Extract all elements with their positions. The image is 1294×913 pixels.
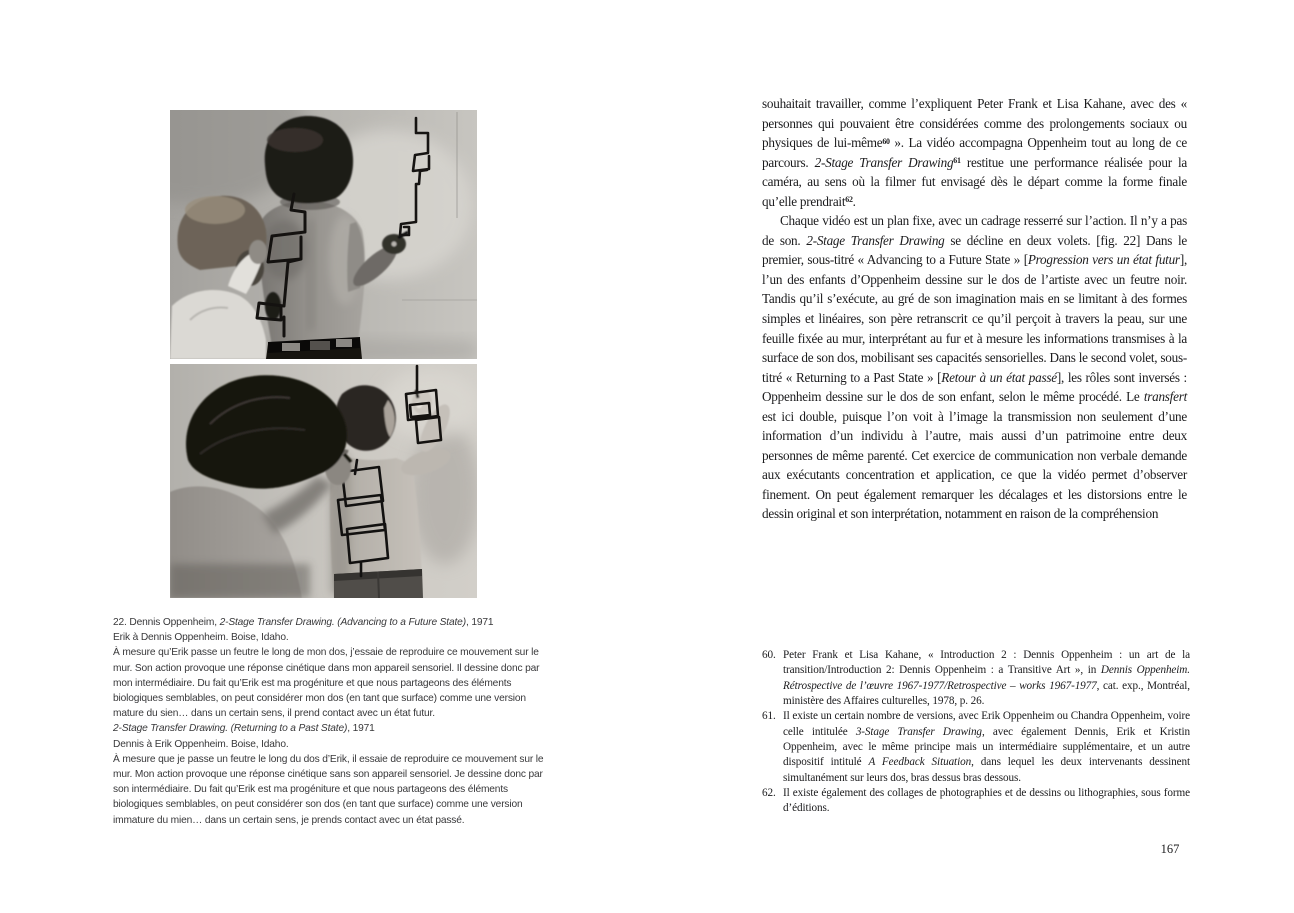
caption-block: 2-Stage Transfer Drawing. (Returning to a Past State), 1971 (113, 723, 375, 735)
footnote-text: Il existe un certain nombre de versions, avec Erik Oppenheim ou Chandra Oppenheim, voire celle intitulée 3-Stage Transfer Drawing, avec également Dennis, Erik et Kristin Oppenheim, avec le même principe mais un intermédiaire supplémentaire, et un autre dispositif intitulé A Feedback Situation, dans lequel les deux intervenants dessinent simultanément sur leurs dos, bras dessus bras dessous. (783, 710, 1191, 784)
body-text-column (762, 94, 1187, 524)
photo-returning-to-a-past-state (170, 364, 477, 598)
footnote (762, 786, 1190, 817)
photo-advancing-to-a-future-state (170, 110, 477, 359)
footnotes-block (762, 648, 1190, 817)
footnote-text: Peter Frank et Lisa Kahane, « Introduction 2 : Dennis Oppenheim : un art de la transition/Introduction 2: Dennis Oppenheim : a Transitive Art », in Dennis Oppenheim. Rétrospective de l’œuvre 1967-1977/Retrospective – works 1967-1977, cat. exp., Montréal, ministère des Affaires culturelles, 1978, p. 26. (783, 649, 1190, 708)
body-paragraph-1: souhaitait travailler, comme l’expliquent Peter Frank et Lisa Kahane, avec des « personnes qui pouvaient être considérées comme des prolongements sociaux ou physiques de lui-même$^{60}$ ». La vidéo accompagna Oppenheim tout au long de ce parcours. 2-Stage Transfer Drawing$^{61}$ restitue une performance réalisée pour la caméra, au sens où la filmer fut envisagé dès le départ comme la forme finale qu’elle prendrait$^{62}$. (762, 96, 1188, 209)
page-number: 167 (1160, 842, 1180, 856)
footnote-text: Il existe également des collages de photographies et de dessins ou lithographies, sous forme d’éditions. (783, 787, 1190, 815)
figure-caption (113, 615, 549, 828)
caption-block: 22. Dennis Oppenheim, 2-Stage Transfer Drawing. (Advancing to a Future State), 1971 (113, 617, 494, 628)
caption-block: Dennis à Erik Oppenheim. Boise, Idaho. (113, 738, 289, 750)
footnote-number: 62. (762, 787, 776, 800)
footnote-number: 61. (762, 710, 776, 723)
caption-block: Erik à Dennis Oppenheim. Boise, Idaho. (113, 632, 289, 644)
footnote (762, 709, 1190, 786)
caption-block: À mesure qu’Erik passe un feutre le long de mon dos, j’essaie de reproduire ce mouvement sur le mur. Son action provoque une réponse cinétique dans mon appareil sensoriel. Il dessine donc par mon intermédiaire. Du fait qu’Erik est ma progéniture et que nous partageons des éléments biologiques semblables, on peut considérer mon dos (en tant que surface) comme une version mature du sien… dans un certain sens, il prend contact avec un état futur. (113, 647, 540, 720)
footnote (762, 648, 1190, 709)
body-paragraph-2: Chaque vidéo est un plan fixe, avec un cadrage resserré sur l’action. Il n’y a pas de son. 2-Stage Transfer Drawing se décline en deux volets. [fig. 22] Dans le premier, sous-titré « Advancing to a Future State » [Progression vers un état futur], l’un des enfants d’Oppenheim dessine sur le dos de l’artiste avec un feutre noir. Tandis qu’il s’exécute, au gré de son imagination mais en se limitant à des formes simples et linéaires, son père retranscrit ce qu’il perçoit à travers la peau, sur une feuille fixée au mur, interprétant au fur et à mesure les informations transmises à la surface de son dos, mobilisant ses capacités sensorielles. Dans le second volet, sous-titré « Returning to a Past State » [Retour à un état passé], les rôles sont inversés : Oppenheim dessine sur le dos de son enfant, selon le même procédé. Le transfert est ici double, puisque l’on voit à l’image la transmission non seulement d’une information d’un individu à l’autre, mais aussi d’un patrimoine entre deux personnes de même parenté. Cet exercice de communication non verbale demande aux exécutants concentration et application, ce que la vidéo permet d’observer finement. On peut également remarquer les décalages et les distorsions entre le dessin original et son interprétation, notamment en raison de la compréhension (762, 213, 1188, 522)
photo1-adult-hair (265, 116, 353, 203)
footnote-number: 60. (762, 649, 776, 661)
caption-block: À mesure que je passe un feutre le long du dos d’Erik, il essaie de reproduire ce mouvement sur le mur. Mon action provoque une réponse cinétique sans son appareil sensoriel. Je dessine donc par son intermédiaire. Du fait qu’Erik est ma progéniture et que nous partageons des éléments biologiques semblables, on peut considérer son dos (en tant que surface) comme une version immature du mien… dans un certain sens, je prends contact avec un état passé. (113, 753, 544, 826)
